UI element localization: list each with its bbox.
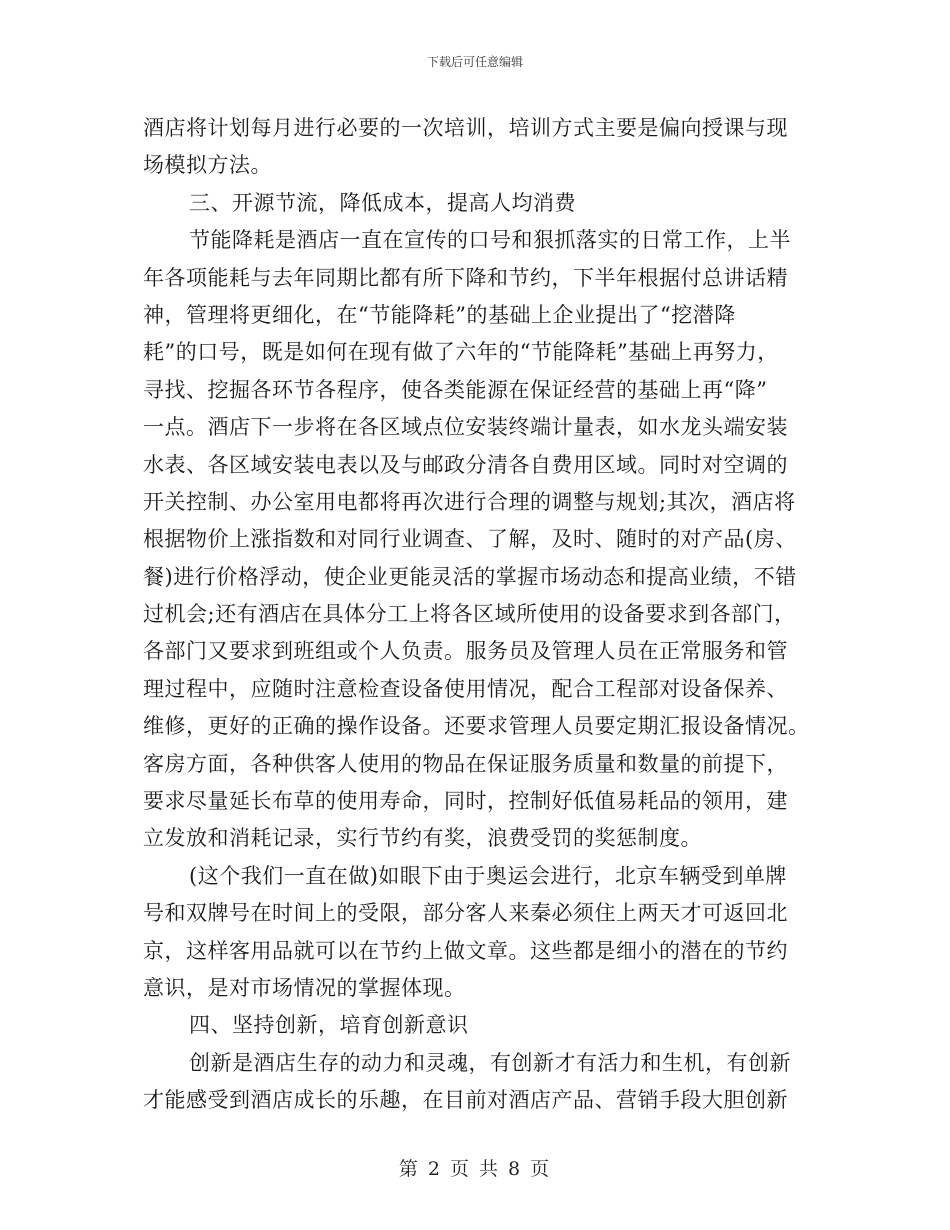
text-line: 水表、各区域安装电表以及与邮政分清各自费用区域。同时对空调的 xyxy=(143,452,788,477)
text-line: 号和双牌号在时间上的受限，部分客人来秦必须住上两天才可返回北 xyxy=(143,901,788,926)
text-line: 京，这样客用品就可以在节约上做文章。这些都是细小的潜在的节约 xyxy=(143,938,788,963)
text-line: 年各项能耗与去年同期比都有所下降和节约，下半年根据付总讲话精 xyxy=(143,265,788,290)
text-line: 立发放和消耗记录，实行节约有奖，浪费受罚的奖惩制度。 xyxy=(143,826,702,851)
text-line: 理过程中，应随时注意检查设备使用情况，配合工程部对设备保养、 xyxy=(143,676,788,701)
text-line: 开关控制、办公室用电都将再次进行合理的调整与规划;其次，酒店将 xyxy=(143,489,796,514)
text-line: 维修，更好的正确的操作设备。还要求管理人员要定期汇报设备情况。 xyxy=(143,714,810,739)
section-heading: 三、开源节流，降低成本，提高人均消费 xyxy=(189,190,576,215)
section-heading: 四、坚持创新，培育创新意识 xyxy=(189,1013,469,1038)
text-line: 耗”的口号，既是如何在现有做了六年的“节能降耗”基础上再努力， xyxy=(143,340,779,365)
text-line: 餐)进行价格浮动，使企业更能灵活的掌握市场动态和提高业绩，不错 xyxy=(143,564,797,589)
text-line: 创新是酒店生存的动力和灵魂，有创新才有活力和生机，有创新 xyxy=(189,1050,791,1075)
text-line: 寻找、挖掘各环节各程序，使各类能源在保证经营的基础上再“降” xyxy=(143,377,768,402)
text-line: 意识，是对市场情况的掌握体现。 xyxy=(143,975,466,1000)
document-body xyxy=(143,110,811,1120)
page-header-note: 下载后可任意编辑 xyxy=(426,55,523,69)
text-line: 神，管理将更细化，在“节能降耗”的基础上企业提出了“挖潜降 xyxy=(143,302,736,327)
text-line: 场模拟方法。 xyxy=(143,153,272,178)
text-line: (这个我们一直在做)如眼下由于奥运会进行，北京车辆受到单牌 xyxy=(189,863,787,888)
text-line: 节能降耗是酒店一直在宣传的口号和狠抓落实的日常工作，上半 xyxy=(189,228,791,253)
text-line: 一点。酒店下一步将在各区域点位安装终端计量表，如水龙头端安装 xyxy=(143,415,788,440)
page-number: 第 2 页 共 8 页 xyxy=(398,1158,552,1180)
text-line: 过机会;还有酒店在具体分工上将各区域所使用的设备要求到各部门， xyxy=(143,602,796,627)
text-line: 客房方面，各种供客人使用的物品在保证服务质量和数量的前提下， xyxy=(143,751,788,776)
text-line: 要求尽量延长布草的使用寿命，同时，控制好低值易耗品的领用，建 xyxy=(143,789,788,814)
text-line: 根据物价上涨指数和对同行业调查、了解，及时、随时的对产品(房、 xyxy=(143,527,797,552)
text-line: 各部门又要求到班组或个人负责。服务员及管理人员在正常服务和管 xyxy=(143,639,788,664)
text-line: 酒店将计划每月进行必要的一次培训，培训方式主要是偏向授课与现 xyxy=(143,116,788,140)
text-line: 才能感受到酒店成长的乐趣，在目前对酒店产品、营销手段大胆创新 xyxy=(143,1088,788,1113)
